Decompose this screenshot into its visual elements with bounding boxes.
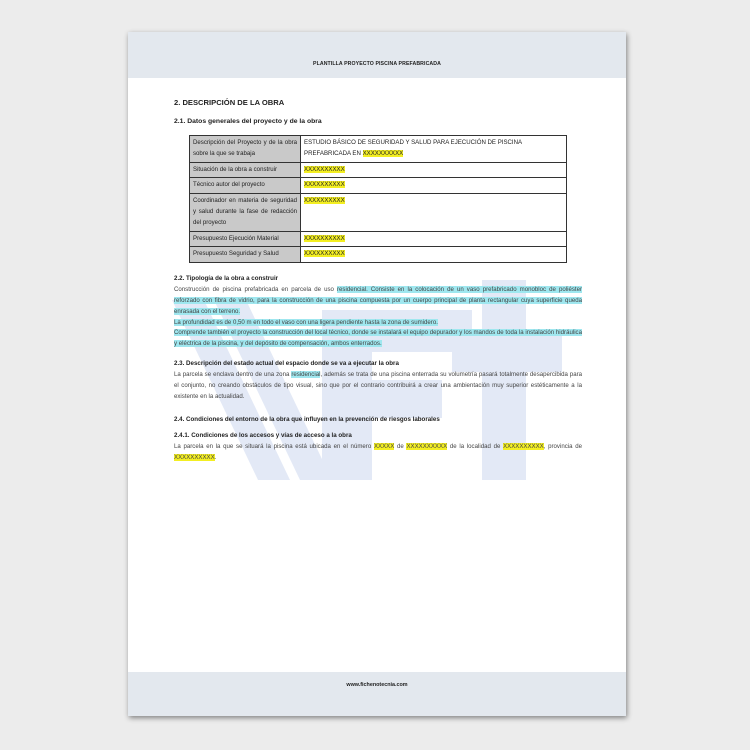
section-title: 2. DESCRIPCIÓN DE LA OBRA [174,98,285,107]
s23-text-b: , además se trata de una piscina enterrada su volumetría pasará totalmente desapercibida para el conjunto, no creando obstáculos de tipo visual, sino que por el contrario contribuirá a crear una ambientación muy superior estéticamente a la existente en la actualidad. [174,370,583,400]
placeholder-highlight: XXXXXXXXXX [406,443,448,451]
table-row [190,136,567,163]
s241-paragraph [174,442,582,464]
row-value [301,162,567,178]
row-label: Técnico autor del proyecto [190,178,301,194]
s22-paragraph-3 [174,328,582,350]
placeholder-highlight: XXXXXXXXXX [503,443,544,451]
row-value [301,136,567,163]
placeholder-highlight: XXXXX [373,443,395,451]
s241-text-c: de la localidad de [447,443,504,451]
row-label: Descripción del Proyecto y de la obra sobre la que se trabaja [190,136,301,163]
row-label: Coordinador en materia de seguridad y salud durante la fase de redacción del proyecto [190,194,301,231]
placeholder-highlight: XXXXXXXXXX [304,197,345,205]
row-value-text: ESTUDIO BÁSICO DE SEGURIDAD Y SALUD PARA EJECUCIÓN DE PISCINA PREFABRICADA EN [304,139,522,157]
s22-title: 2.2. Tipología de la obra a construir [174,275,279,283]
placeholder-highlight: XXXXXXXXXX [174,454,215,462]
s22-p3-highlight: Comprende también el proyecto la construcción del local técnico, donde se instalará el equipo depurador y los mandos de toda la instalación hidráulica y eléctrica de la piscina, y del depósito de compensación, ambos enterrados. [174,329,582,348]
document-body [174,98,582,464]
placeholder-highlight: XXXXXXXXXX [362,149,404,157]
s241-text-a: La parcela en la que se situará la piscina está ubicada en el número [174,443,374,451]
row-value [301,178,567,194]
s23-highlight: residencial [291,370,321,378]
s241-text-b: de [394,443,407,451]
table-row [190,247,567,263]
row-value [301,231,567,247]
s22-p1-highlight: residencial. Consiste en la colocación de un vaso prefabricado monobloc de poliéster reforzado con fibra de vidrio, para la construcción de una piscina compuesta por un cuerpo principal de planta rectangular cuya superficie queda enrasada con el terreno. [174,286,582,315]
s241-text-e: . [214,454,217,462]
s23-title: 2.3. Descripción del estado actual del espacio donde se va a ejecutar la obra [174,359,399,367]
page-footer [128,672,626,716]
row-label: Situación de la obra a construir [190,162,301,178]
row-label: Presupuesto Ejecución Material [190,231,301,247]
s23-text-a: La parcela se enclava dentro de una zona [174,370,292,378]
s21-title: 2.1. Datos generales del proyecto y de la obra [174,118,322,125]
table-row [190,194,567,231]
row-value [301,194,567,231]
row-label: Presupuesto Seguridad y Salud [190,247,301,263]
placeholder-highlight: XXXXXXXXXX [304,181,345,189]
placeholder-highlight: XXXXXXXXXX [304,250,345,258]
placeholder-highlight: XXXXXXXXXX [304,165,345,173]
s241-text-d: , provincia de [543,443,583,451]
s22-p1-text: Construcción de piscina prefabricada en parcela de uso [174,286,337,294]
project-data-table [189,135,567,263]
table-row [190,231,567,247]
s23-paragraph [174,370,582,402]
s24-title: 2.4. Condiciones del entorno de la obra que influyen en la prevención de riesgos laborales [174,416,440,424]
header-title: PLANTILLA PROYECTO PISCINA PREFABRICADA [313,61,441,67]
s22-p2-highlight: La profundidad es de 0,50 m en todo el vaso con una ligera pendiente hasta la zona de sumidero. [174,318,438,326]
table-row [190,162,567,178]
table-row [190,178,567,194]
row-value [301,247,567,263]
s241-title: 2.4.1. Condiciones de los accesos y vías de acceso a la obra [174,432,352,440]
placeholder-highlight: XXXXXXXXXX [304,234,345,242]
page-header [128,32,626,78]
footer-url: www.fichenotecnia.com [346,682,408,688]
document-page [128,32,626,716]
s22-paragraph-2 [174,318,582,329]
s22-paragraph-1 [174,285,582,317]
